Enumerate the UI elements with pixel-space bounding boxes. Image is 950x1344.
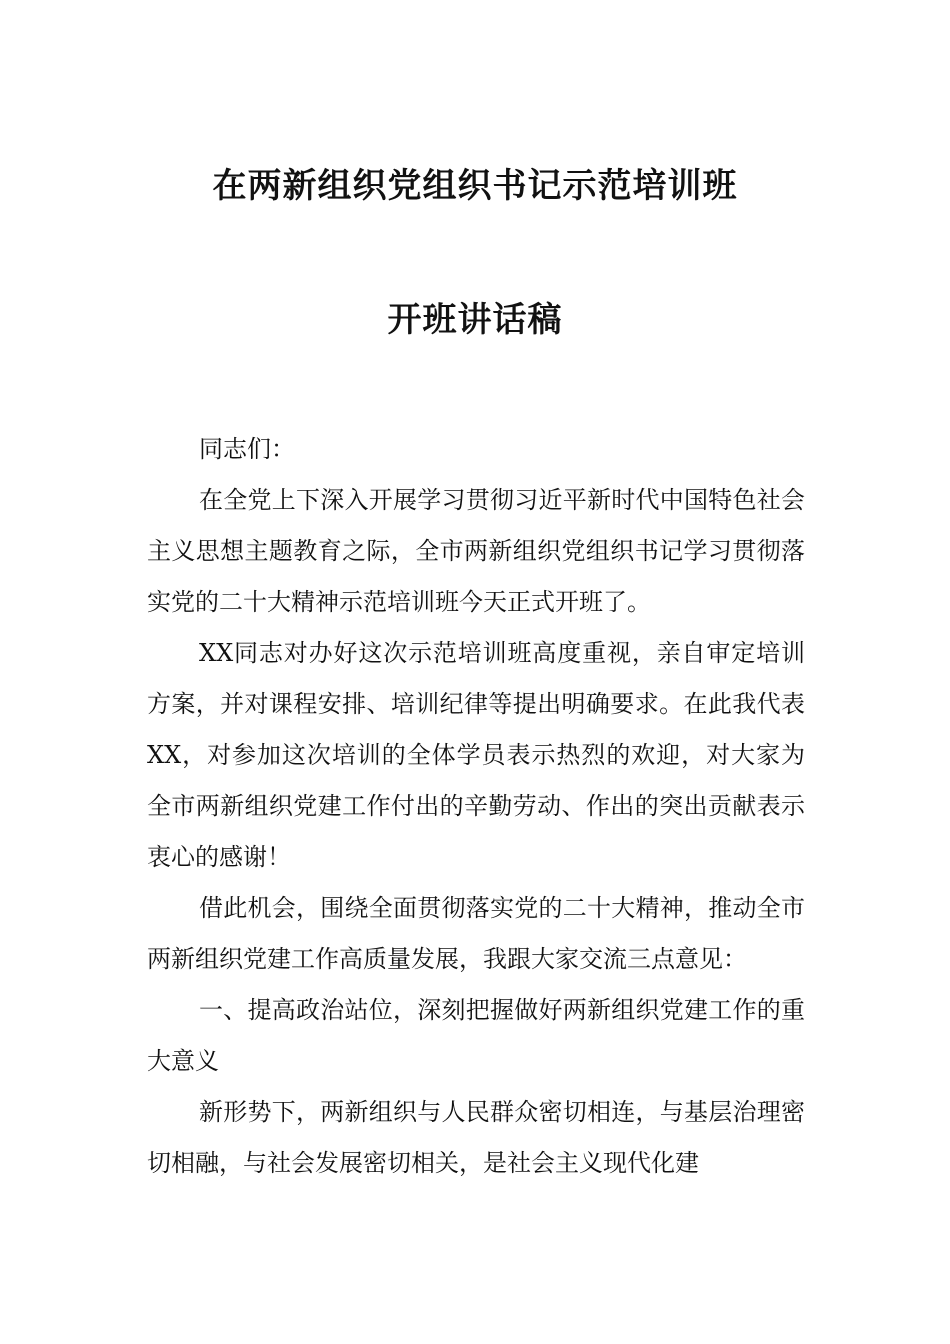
body-paragraph: 在全党上下深入开展学习贯彻习近平新时代中国特色社会主义思想主题教育之际，全市两新组织党组织书记学习贯彻落实党的二十大精神示范培训班今天正式开班了。 <box>147 486 805 616</box>
salutation: 同志们： <box>199 435 295 463</box>
body-paragraph: 新形势下，两新组织与人民群众密切相连，与基层治理密切相融，与社会发展密切相关，是社会主义现代化建 <box>147 1098 805 1177</box>
body-paragraph: XX同志对办好这次示范培训班高度重视，亲自审定培训方案，并对课程安排、培训纪律等提出明确要求。在此我代表XX，对参加这次培训的全体学员表示热烈的欢迎，对大家为全市两新组织党建工作付出的辛勤劳动、作出的突出贡献表示衷心的感谢！ <box>147 639 805 871</box>
body-paragraph: 借此机会，围绕全面贯彻落实党的二十大精神，推动全市两新组织党建工作高质量发展，我跟大家交流三点意见： <box>147 894 805 973</box>
document-title-line-2: 开班讲话稿 <box>387 300 563 340</box>
document-body <box>147 424 805 1189</box>
document-title-line-1: 在两新组织党组织书记示范培训班 <box>212 166 738 206</box>
section-heading: 一、提高政治站位，深刻把握做好两新组织党建工作的重大意义 <box>147 996 805 1075</box>
